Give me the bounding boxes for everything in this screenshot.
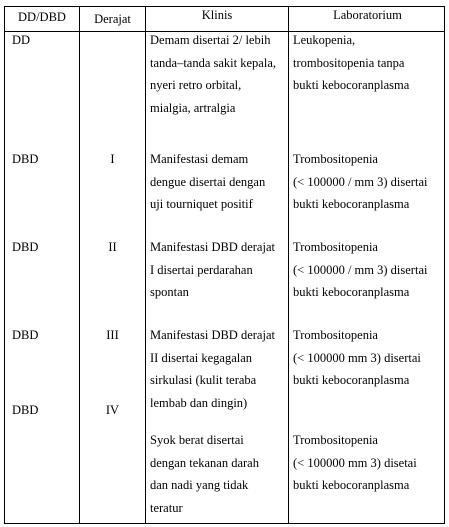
dengue-classification-table <box>4 6 445 524</box>
row-laboratorium: Trombositopenia (< 100000 / mm 3) disertai bukti kebocoranplasma <box>293 240 428 299</box>
row-klinis: Demam disertai 2/ lebih tanda–tanda sakit kepala, nyeri retro orbital, mialgia, artralgia <box>150 33 276 115</box>
col-divider <box>79 7 80 523</box>
row-klinis: Syok berat disertai dengan tekanan darah dan nadi yang tidak teratur <box>150 433 259 515</box>
row-laboratorium: Trombositopenia (< 100000 mm 3) disertai bukti kebocoranplasma <box>293 328 421 387</box>
row-dd-dbd: DBD <box>12 328 39 342</box>
header-klinis: Klinis <box>201 8 233 22</box>
row-laboratorium: Leukopenia, trombositopenia tanpa bukti kebocoranplasma <box>293 33 410 92</box>
row-laboratorium: Trombositopenia (< 100000 mm 3) disetai bukti kebocoranplasma <box>293 433 417 492</box>
row-laboratorium: Trombositopenia (< 100000 / mm 3) disertai bukti kebocoranplasma <box>293 152 428 211</box>
row-dd-dbd: DBD <box>12 403 39 417</box>
row-derajat: II <box>108 240 117 254</box>
header-derajat: Derajat <box>94 12 131 26</box>
row-dd-dbd: DD <box>12 33 31 47</box>
col-divider <box>145 7 146 523</box>
row-derajat: III <box>106 328 119 342</box>
row-dd-dbd: DBD <box>12 152 39 166</box>
row-dd-dbd: DBD <box>12 240 39 254</box>
row-klinis: Manifestasi DBD derajat I disertai perdarahan spontan <box>150 240 275 299</box>
row-klinis: Manifestasi DBD derajat II disertai kegagalan sirkulasi (kulit teraba lembab dan dingin) <box>150 328 275 410</box>
header-dd-dbd: DD/DBD <box>18 10 66 24</box>
header-laboratorium: Laboratorium <box>333 8 402 22</box>
row-derajat: IV <box>105 403 120 417</box>
row-derajat: I <box>110 152 115 166</box>
col-divider <box>288 7 289 523</box>
row-klinis: Manifestasi demam dengue disertai dengan uji tourniquet positif <box>150 152 266 211</box>
